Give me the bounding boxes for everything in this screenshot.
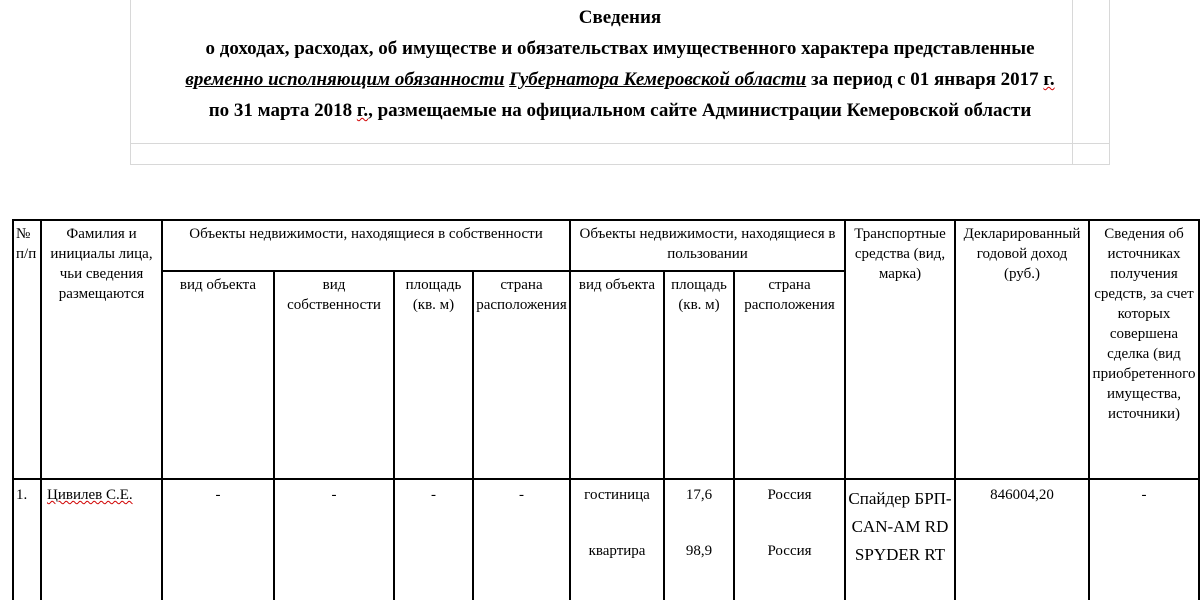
frame-line	[130, 143, 1110, 144]
cell-owned-country: -	[473, 479, 570, 600]
header-used-group: Объекты недвижимости, находящиеся в пользовании	[570, 220, 845, 271]
header-owned-ownership: вид собственности	[274, 271, 394, 479]
heading-line-3: временно исполняющим обязанности Губернатора Кемеровской области за период с 01 января 2017 г.	[185, 69, 1055, 90]
cell-name: Цивилев С.Е.	[41, 479, 162, 600]
table-header-row	[13, 220, 1199, 271]
cell-used-type: гостиница квартира	[570, 479, 664, 600]
header-owned-group: Объекты недвижимости, находящиеся в собственности	[162, 220, 570, 271]
header-owned-country: страна расположения	[473, 271, 570, 479]
table-row	[13, 479, 1199, 600]
header-used-type: вид объекта	[570, 271, 664, 479]
heading-title: Сведения	[578, 7, 662, 28]
frame-line	[130, 164, 1110, 165]
cell-used-area: 17,6 98,9	[664, 479, 734, 600]
header-owned-area: площадь (кв. м)	[394, 271, 473, 479]
cell-income: 846004,20	[955, 479, 1089, 600]
cell-owned-type: -	[162, 479, 274, 600]
cell-owned-ownership: -	[274, 479, 394, 600]
header-num: № п/п	[13, 220, 41, 479]
header-owned-type: вид объекта	[162, 271, 274, 479]
header-used-country: страна расположения	[734, 271, 845, 479]
header-transport: Транспортные средства (вид, марка)	[845, 220, 955, 479]
header-used-area: площадь (кв. м)	[664, 271, 734, 479]
cell-source: -	[1089, 479, 1199, 600]
header-name: Фамилия и инициалы лица, чьи сведения размещаются	[41, 220, 162, 479]
cell-transport: Спайдер БРП-CAN-AM RD SPYDER RT	[845, 479, 955, 600]
header-income: Декларированный годовой доход (руб.)	[955, 220, 1089, 479]
cell-used-country: Россия Россия	[734, 479, 845, 600]
heading-line-2: о доходах, расходах, об имуществе и обязательствах имущественного характера представленные	[205, 38, 1035, 59]
cell-num: 1.	[13, 479, 41, 600]
header-source: Сведения об источниках получения средств, за счет которых совершена сделка (вид приобретенного имущества, источники)	[1089, 220, 1199, 479]
document-heading	[130, 2, 1110, 126]
declaration-table	[12, 219, 1200, 600]
heading-line-4: по 31 марта 2018 г., размещаемые на официальном сайте Администрации Кемеровской области	[208, 100, 1032, 121]
cell-owned-area: -	[394, 479, 473, 600]
